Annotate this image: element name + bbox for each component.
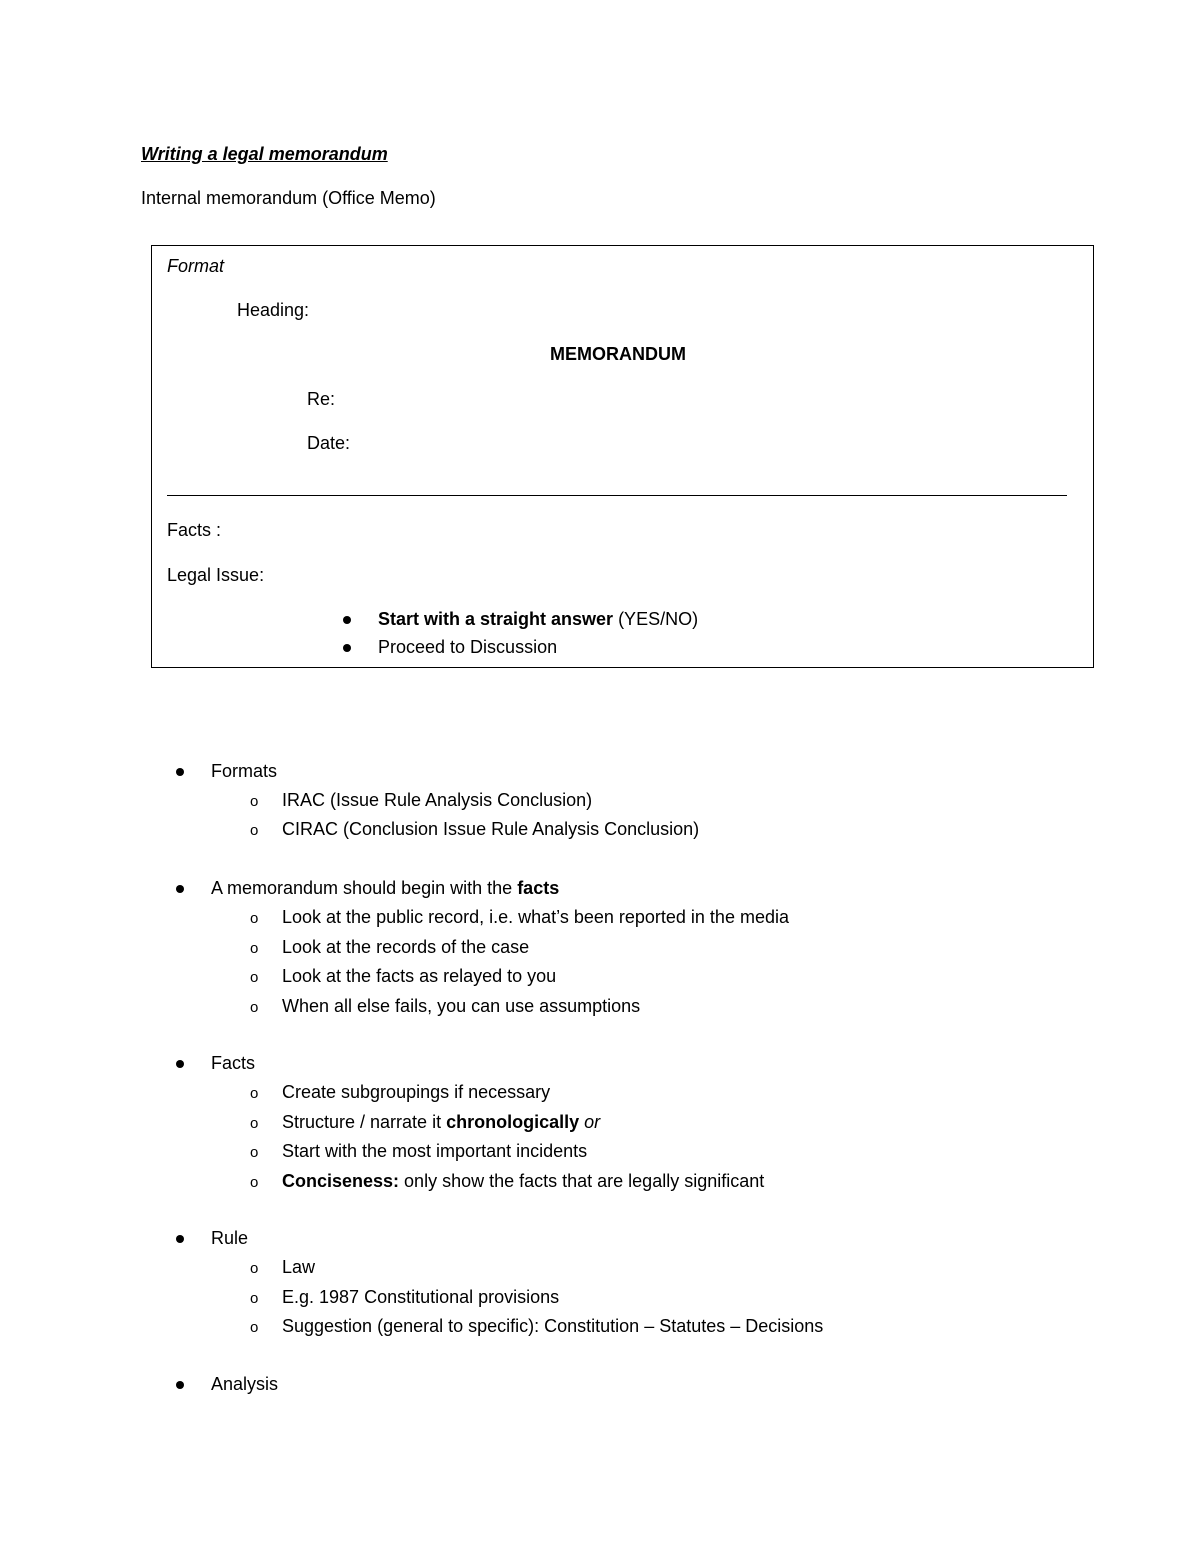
re-label: Re: [307, 389, 336, 409]
sub-bullet-icon: o [250, 1260, 259, 1277]
document-title: Writing a legal memorandum [141, 144, 388, 164]
sub-bullet-icon: o [250, 1174, 259, 1191]
sub-bullet-icon: o [250, 822, 259, 839]
outline-analysis: Analysis [211, 1374, 279, 1394]
sub-bullet-icon: o [250, 1085, 259, 1102]
bullet-icon [176, 1235, 184, 1243]
memo-format-box [151, 245, 1094, 668]
date-label: Date: [307, 433, 351, 453]
heading-label: Heading: [237, 300, 310, 320]
outline-formats-irac: IRAC (Issue Rule Analysis Conclusion) [282, 790, 593, 810]
bullet-icon [176, 768, 184, 776]
bullet-icon [343, 644, 351, 652]
outline-rule-s2: E.g. 1987 Constitutional provisions [282, 1287, 560, 1307]
format-label: Format [167, 256, 225, 276]
facts-label: Facts : [167, 520, 222, 540]
outline-begin-s1: Look at the public record, i.e. what’s been reported in the media [282, 907, 789, 927]
outline-rule-s1: Law [282, 1257, 316, 1277]
outline-begin-s3: Look at the facts as relayed to you [282, 966, 557, 986]
box-bullet-straight-answer: Start with a straight answer (YES/NO) [378, 609, 699, 629]
outline-begin-s4: When all else fails, you can use assumptions [282, 996, 641, 1016]
outline-facts-s3: Start with the most important incidents [282, 1141, 588, 1161]
sub-bullet-icon: o [250, 910, 259, 927]
sub-bullet-icon: o [250, 999, 259, 1016]
sub-bullet-icon: o [250, 940, 259, 957]
outline-facts-s4: Conciseness: only show the facts that are legally significant [282, 1171, 765, 1191]
sub-bullet-icon: o [250, 969, 259, 986]
outline-begin-with-facts: A memorandum should begin with the facts [211, 878, 560, 898]
outline-rule: Rule [211, 1228, 249, 1248]
sub-bullet-icon: o [250, 1144, 259, 1161]
bullet-icon [343, 616, 351, 624]
outline-facts: Facts [211, 1053, 256, 1073]
bullet-icon [176, 1381, 184, 1389]
outline-facts-s1: Create subgroupings if necessary [282, 1082, 551, 1102]
outline-begin-s2: Look at the records of the case [282, 937, 530, 957]
document-subtitle: Internal memorandum (Office Memo) [141, 188, 436, 208]
sub-bullet-icon: o [250, 1290, 259, 1307]
legal-issue-label: Legal Issue: [167, 565, 265, 585]
bullet-icon [176, 885, 184, 893]
bullet-icon [176, 1060, 184, 1068]
sub-bullet-icon: o [250, 1319, 259, 1336]
outline-rule-s3: Suggestion (general to specific): Constitution – Statutes – Decisions [282, 1316, 824, 1336]
outline-formats: Formats [211, 761, 278, 781]
outline-formats-cirac: CIRAC (Conclusion Issue Rule Analysis Conclusion) [282, 819, 700, 839]
outline-facts-s2: Structure / narrate it chronologically or [282, 1112, 601, 1132]
memorandum-title: MEMORANDUM [550, 344, 686, 364]
box-bullet-discussion: Proceed to Discussion [378, 637, 558, 657]
sub-bullet-icon: o [250, 1115, 259, 1132]
sub-bullet-icon: o [250, 793, 259, 810]
horizontal-divider [167, 495, 1067, 496]
